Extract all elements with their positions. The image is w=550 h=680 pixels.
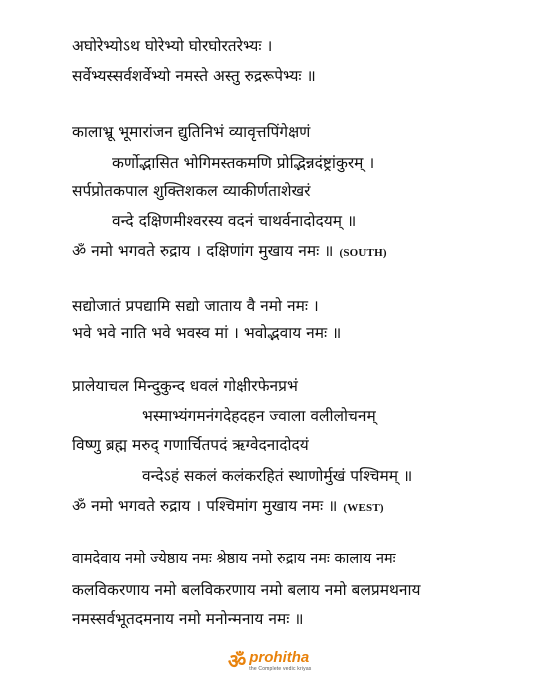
south-invocation xyxy=(72,241,387,263)
verse-line: भवे भवे नाति भवे भवस्व मां । भवोद्भवाय नमः ॥ xyxy=(72,324,342,342)
direction-label: (WEST) xyxy=(343,502,384,514)
verse-line: वन्दे दक्षिणमीश्वरस्य वदनं चाथर्वनादोदयम् ॥ xyxy=(112,212,357,230)
verse-line: सद्योजातं प्रपद्यामि सद्यो जाताय वै नमो नमः । xyxy=(72,297,319,315)
direction-label: (SOUTH) xyxy=(339,247,387,259)
logo-tagline: the Complete vedic kriyas xyxy=(249,666,312,672)
verse-line: कर्णोद्भासित भोगिमस्तकमणि प्रोद्भिन्नदंष्ट्रांकुरम् । xyxy=(112,154,375,172)
verse-line: अघोरेभ्योऽथ घोरेभ्यो घोरघोरतरेभ्यः । xyxy=(72,37,273,55)
verse-line: कालाभ्रू भूमारांजन द्युतिनिभं व्यावृत्तपिंगेक्षणं xyxy=(72,123,311,141)
verse-line: प्रालेयाचल मिन्दुकुन्द धवलं गोक्षीरफेनप्रभं xyxy=(72,377,298,395)
verse-line: वन्देऽहं सकलं कलंकरहितं स्थाणोर्मुखं पश्चिमम् ॥ xyxy=(142,467,413,485)
invocation-text: ॐ नमो भगवते रुद्राय । दक्षिणांग मुखाय नमः ॥ xyxy=(72,242,334,260)
verse-line: भस्माभ्यंगमनंगदेहदहन ज्वाला वलीलोचनम् xyxy=(142,407,376,425)
verse-line: सर्पप्रोतकपाल शुक्तिशकल व्याकीर्णताशेखरं xyxy=(72,182,311,200)
verse-line: कलविकरणाय नमो बलविकरणाय नमो बलाय नमो बलप्रमथनाय xyxy=(72,581,421,599)
verse-line: वामदेवाय नमो ज्येष्ठाय नमः श्रेष्ठाय नमो रुद्राय नमः कालाय नमः xyxy=(72,551,396,567)
om-symbol-icon: ॐ xyxy=(228,649,247,673)
logo-text xyxy=(249,650,311,672)
logo-name: prohitha xyxy=(249,649,310,666)
verse-line: नमस्सर्वभूतदमनाय नमो मनोन्मनाय नमः ॥ xyxy=(72,610,304,628)
west-invocation xyxy=(72,496,384,518)
verse-line: सर्वेभ्यस्सर्वशर्वेभ्यो नमस्ते अस्तु रुद्ररूपेभ्यः ॥ xyxy=(72,67,316,85)
prohitha-logo xyxy=(228,650,312,676)
verse-line: विष्णु ब्रह्म मरुद् गणार्चितपदं ऋग्वेदनादोदयं xyxy=(72,436,309,454)
invocation-text: ॐ नमो भगवते रुद्राय । पश्चिमांग मुखाय नमः ॥ xyxy=(72,497,338,515)
